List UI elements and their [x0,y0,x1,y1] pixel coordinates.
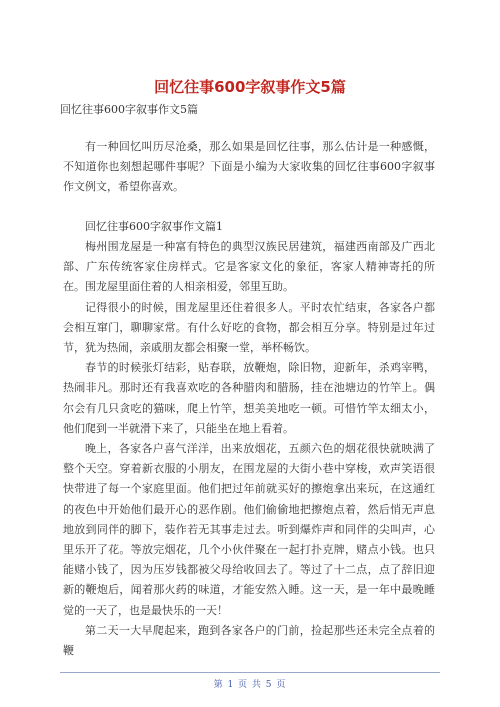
essay-body [63,237,435,661]
essay-paragraph: 记得很小的时候，围龙屋里还住着很多人。平时农忙结束，各家各户都会相互窜门，聊聊家常。有什么好吃的食物，都会相互分享。特别是过年过节，犹为热闹，亲戚朋友都会相聚一堂，举杯畅饮。 [63,300,435,355]
essay-paragraph: 梅州围龙屋是一种富有特色的典型汉族民居建筑，福建西南部及广西北部、广东传统客家住房样式。它是客家文化的象征，客家人精神寄托的所在。围龙屋里面住着的人相亲相爱，邻里互助。 [63,240,435,294]
page-footer [0,672,500,692]
footer-divider [60,672,440,673]
page-number: 第 1 页 共 5 页 [213,680,287,690]
essay-paragraph: 第二天一大早爬起来，跑到各家各户的门前，捡起那些还未完全点着的鞭 [63,623,435,658]
document-title: 回忆往事600字叙事作文5篇 [154,78,346,96]
essay-paragraph: 春节的时候张灯结彩，贴春联，放鞭炮，除旧物，迎新年，杀鸡宰鸭，热闹非凡。那时还有我喜欢吃的各种腊肉和腊肠，挂在池塘边的竹竿上。偶尔会有几只贪吃的猫咪，爬上竹竿，想美美地吃一顿。可惜竹竿太细太小，他们爬到一半就滑下来了，只能坐在地上看着。 [63,361,435,435]
section-heading: 回忆往事600字叙事作文篇1 [85,220,223,233]
essay-paragraph: 晚上，各家各户喜气洋洋，出来放烟花，五颜六色的烟花很快就映满了整个天空。穿着新衣服的小朋友，在围龙屋的大街小巷中穿梭，欢声笑语很快带进了每一个家庭里面。他们把过年前就买好的擦炮拿出来玩，在这通红的夜色中开始他们最开心的恶作剧。他们偷偷地把擦炮点着，然后悄无声息地放到同伴的脚下，装作若无其事走过去。听到爆炸声和同伴的尖叫声，心里乐开了花。等放完烟花，几个小伙伴聚在一起打扑克牌，赌点小钱。也只能赌小钱了，因为压岁钱都被父母给收回去了。等过了十二点，点了辞旧迎新的鞭炮后，闻着那火药的味道，才能安然入睡。这一天，是一年中最晚睡觉的一天了，也是最快乐的一天！ [63,442,435,617]
intro-paragraph: 有一种回忆叫历尽沧桑，那么如果是回忆往事，那么估计是一种感慨，不知道你也刻想起哪件事呢？下面是小编为大家收集的回忆往事600字叙事作文例文，希望你喜欢。 [63,140,435,193]
document-subtitle: 回忆往事600字叙事作文5篇 [60,103,198,116]
